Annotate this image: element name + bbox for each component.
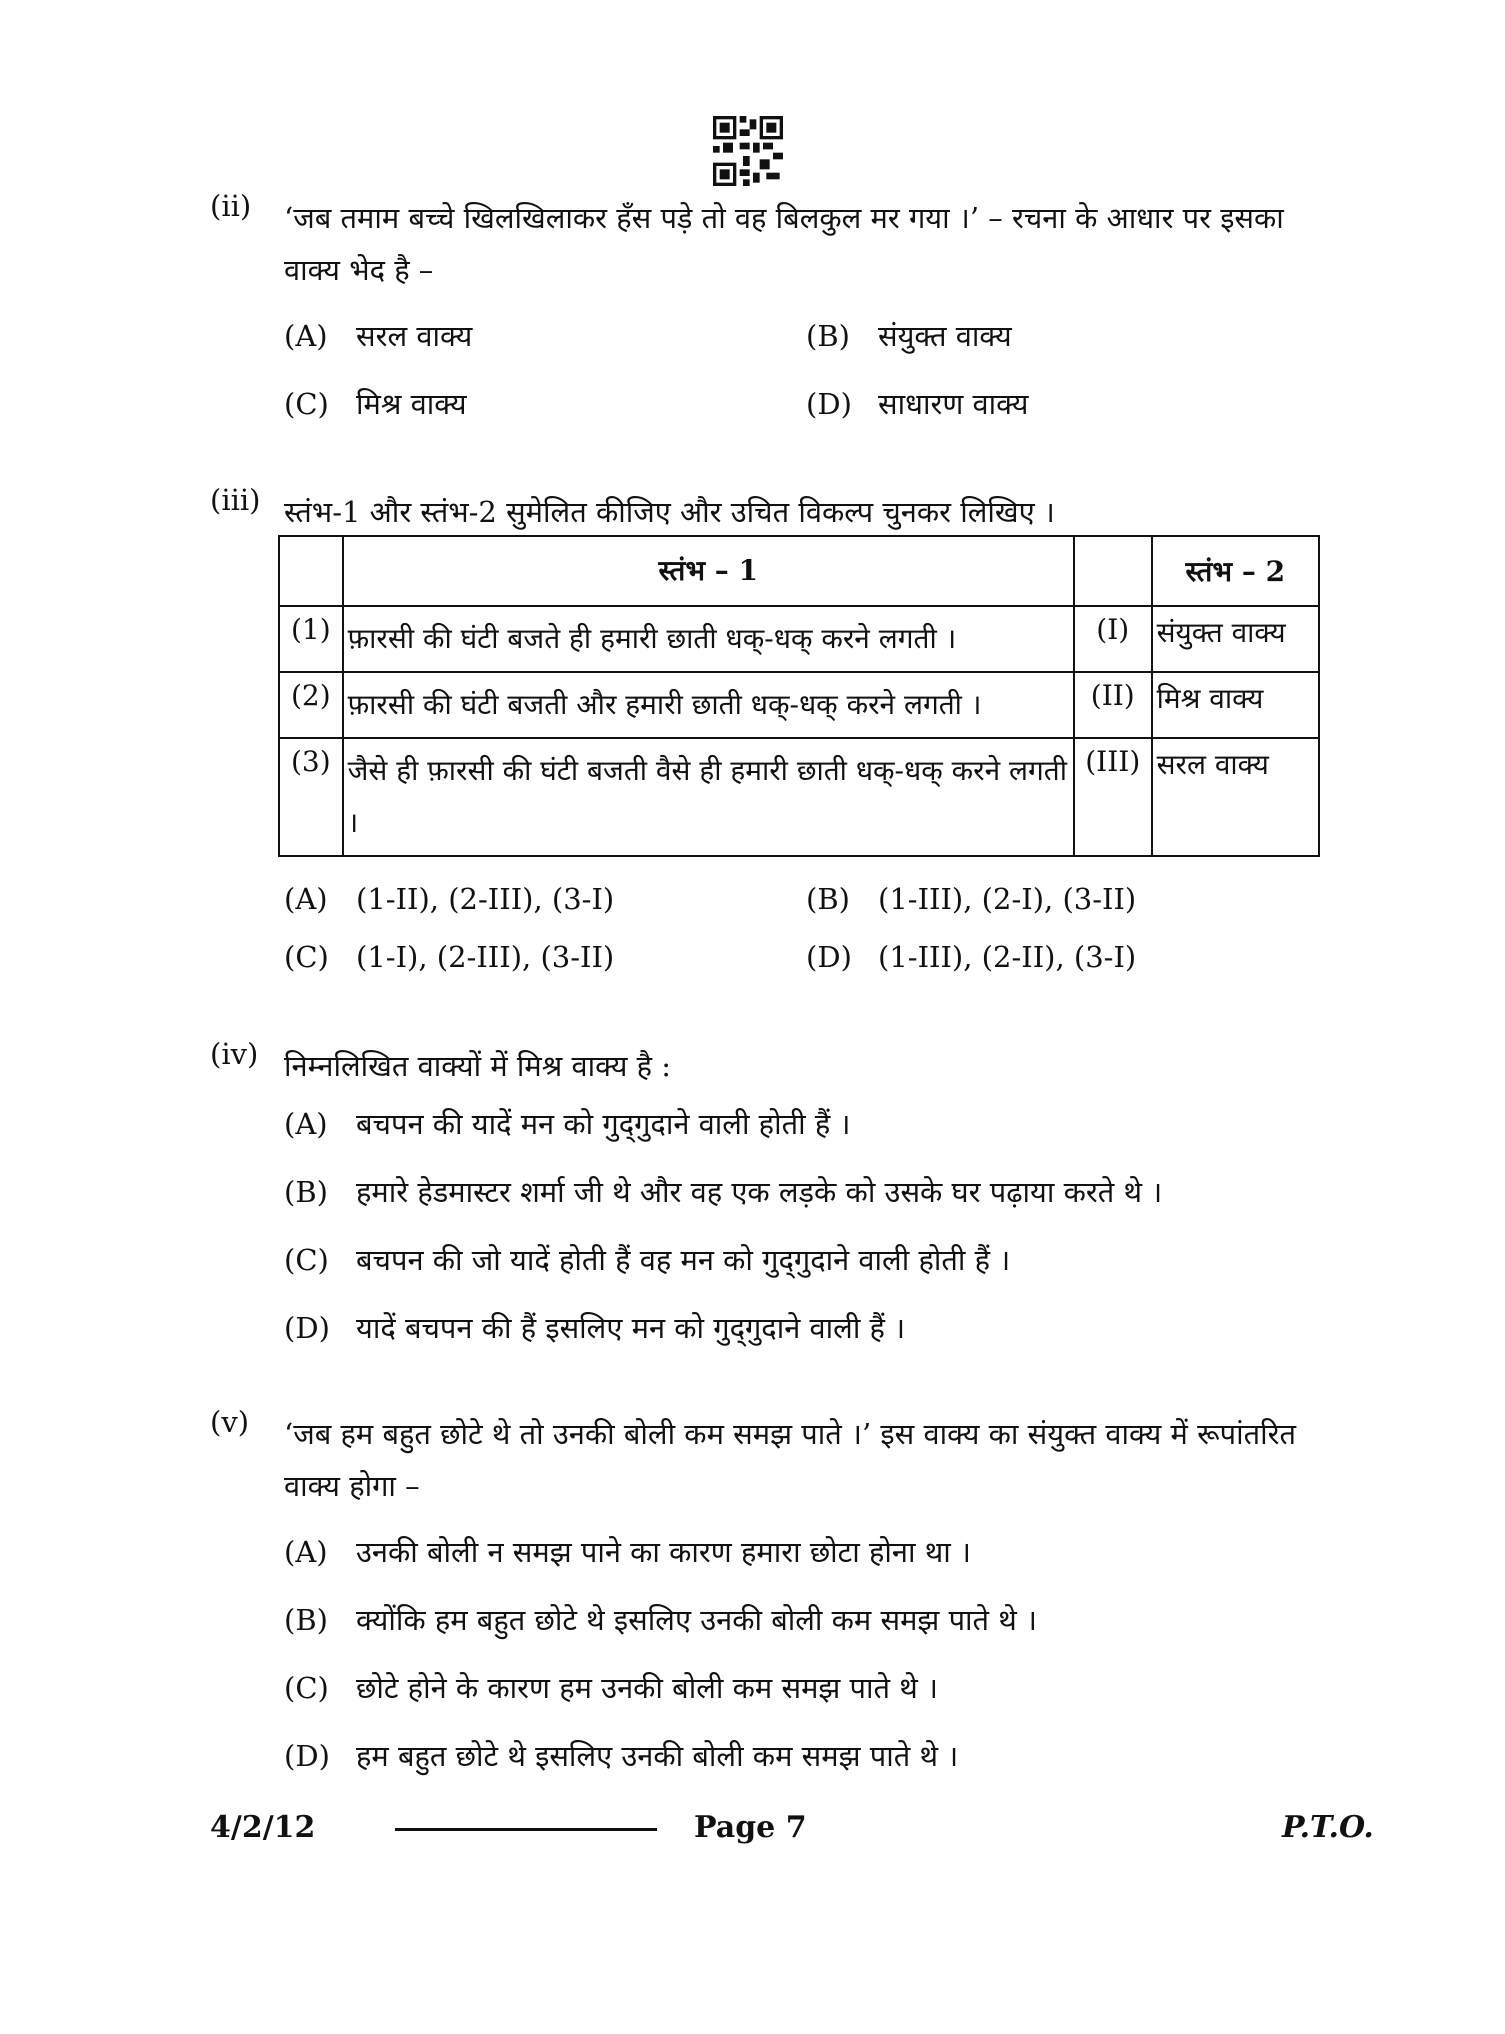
match-table	[278, 535, 1320, 857]
option-d: (D) हम बहुत छोटे थे इसलिए उनकी बोली कम समझ पाते थे ।	[284, 1739, 959, 1773]
question-number: (ii)	[210, 189, 252, 223]
option-a: (A) उनकी बोली न समझ पाने का कारण हमारा छोटा होना था ।	[284, 1535, 971, 1569]
option-d: (D) साधारण वाक्य	[806, 387, 1029, 421]
question-text: स्तंभ-1 और स्तंभ-2 सुमेलित कीजिए और उचित विकल्प चुनकर लिखिए ।	[284, 495, 1055, 529]
question-number: (iv)	[210, 1037, 259, 1071]
table-row: (2) फ़ारसी की घंटी बजती और हमारी छाती धक्-धक् करने लगती । (II) मिश्र वाक्य	[279, 672, 1319, 738]
column-1-header: स्तंभ – 1	[343, 536, 1074, 606]
question-number: (iii)	[210, 483, 261, 517]
option-b: (B) हमारे हेडमास्टर शर्मा जी थे और वह एक लड़के को उसके घर पढ़ाया करते थे ।	[284, 1175, 1163, 1209]
option-a: (A) (1-II), (2-III), (3-I)	[284, 882, 615, 916]
pto-label: P.T.O.	[1282, 1810, 1374, 1845]
option-b: (B) क्योंकि हम बहुत छोटे थे इसलिए उनकी बोली कम समझ पाते थे ।	[284, 1603, 1038, 1637]
qr-code	[712, 116, 784, 186]
option-c: (C) मिश्र वाक्य	[284, 387, 467, 421]
table-row: (1) फ़ारसी की घंटी बजते ही हमारी छाती धक्-धक् करने लगती । (I) संयुक्त वाक्य	[279, 606, 1319, 672]
option-b: (B) (1-III), (2-I), (3-II)	[806, 882, 1137, 916]
paper-code: 4/2/12	[210, 1810, 316, 1845]
column-2-header: स्तंभ – 2	[1152, 536, 1319, 606]
option-d: (D) (1-III), (2-II), (3-I)	[806, 940, 1137, 974]
question-number: (v)	[210, 1405, 250, 1439]
option-c: (C) (1-I), (2-III), (3-II)	[284, 940, 615, 974]
option-b: (B) संयुक्त वाक्य	[806, 319, 1012, 353]
option-a: (A) सरल वाक्य	[284, 319, 473, 353]
option-d: (D) यादें बचपन की हैं इसलिए मन को गुद्‌गुदाने वाली हैं ।	[284, 1311, 906, 1345]
option-c: (C) छोटे होने के कारण हम उनकी बोली कम समझ पाते थे ।	[284, 1671, 939, 1705]
table-row: (3) जैसे ही फ़ारसी की घंटी बजती वैसे ही हमारी छाती धक्-धक् करने लगती । (III) सरल वाक्य	[279, 738, 1319, 856]
question-text: ‘जब तमाम बच्चे खिलखिलाकर हँस पड़े तो वह बिलकुल मर गया ।’ – रचना के आधार पर इसका वाक्य भेद है –	[284, 201, 1284, 287]
option-c: (C) बचपन की जो यादें होती हैं वह मन को गुद्‌गुदाने वाली होती हैं ।	[284, 1243, 1011, 1277]
page-number: Page 7	[694, 1810, 807, 1845]
footer-divider	[395, 1828, 657, 1831]
option-a: (A) बचपन की यादें मन को गुद्‌गुदाने वाली होती हैं ।	[284, 1107, 851, 1141]
question-text: निम्नलिखित वाक्यों में मिश्र वाक्य है :	[284, 1049, 672, 1083]
question-text: ‘जब हम बहुत छोटे थे तो उनकी बोली कम समझ पाते ।’ इस वाक्य का संयुक्त वाक्य में रूपांतरित वाक्य होगा –	[284, 1417, 1297, 1503]
